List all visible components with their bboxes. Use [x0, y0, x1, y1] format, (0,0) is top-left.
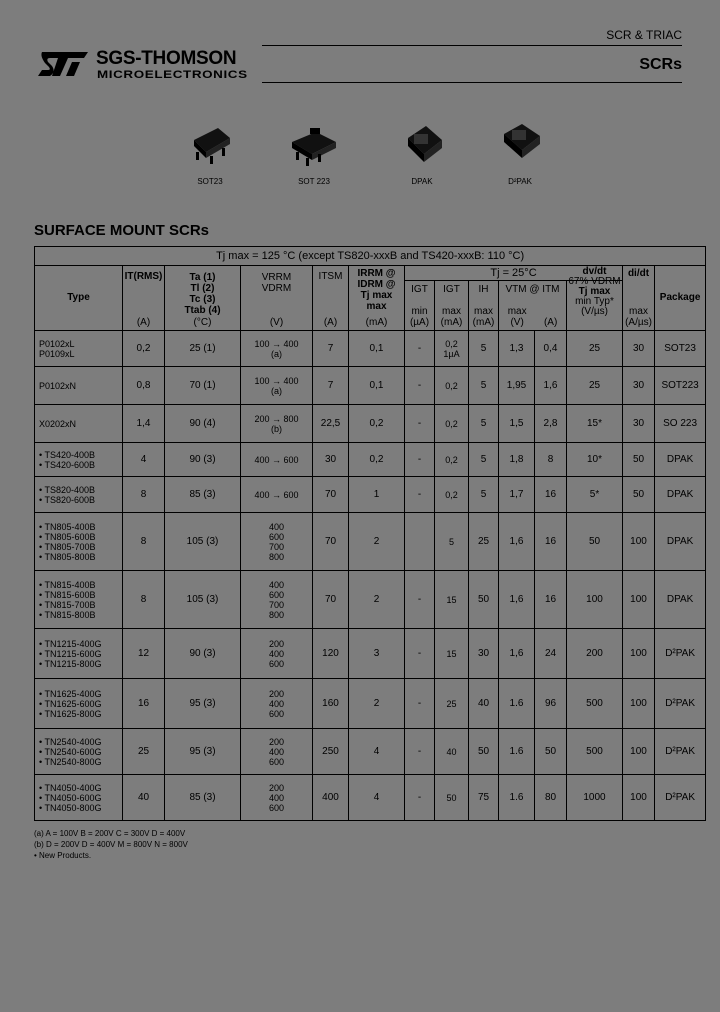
cell-dvdt: 10* [567, 443, 623, 477]
cell-pkg: SO 223 [655, 405, 706, 443]
cell-itsm: 160 [313, 679, 349, 729]
cell-itm: 8 [535, 443, 567, 477]
package-sot23 [160, 120, 260, 186]
sot23-package-icon [180, 120, 240, 170]
cell-itm: 16 [535, 571, 567, 629]
dpak-package-icon [392, 120, 452, 170]
cell-irrm: 1 [349, 477, 405, 513]
header-irrm: IRRM @ IDRM @ Tj max max (mA) [349, 266, 405, 331]
cell-itm: 16 [535, 513, 567, 571]
cell-igtmin: - [405, 775, 435, 821]
cell-type: P0102xL P0109xL [35, 331, 123, 367]
cell-temp: 90 (4) [165, 405, 241, 443]
cell-v: 200 400 600 [241, 775, 313, 821]
package-d2pak [470, 120, 570, 186]
cell-irrm: 0,1 [349, 367, 405, 405]
cell-didt: 100 [623, 729, 655, 775]
cell-itsm: 70 [313, 477, 349, 513]
cell-pkg: DPAK [655, 443, 706, 477]
package-label: DPAK [411, 177, 433, 186]
cell-vtm: 1,6 [499, 571, 535, 629]
footnotes [34, 828, 188, 861]
cell-itsm: 22,5 [313, 405, 349, 443]
cell-igtmin: - [405, 331, 435, 367]
cell-v: 200 400 600 [241, 629, 313, 679]
header-didt: di/dt max (A/µs) [623, 266, 655, 331]
cell-it: 4 [123, 443, 165, 477]
cell-itsm: 30 [313, 443, 349, 477]
header-ih: IH max (mA) [469, 281, 499, 331]
cell-didt: 100 [623, 513, 655, 571]
header-temp: Ta (1) Tl (2) Tc (3) Ttab (4) (°C) [165, 266, 241, 331]
cell-didt: 50 [623, 443, 655, 477]
cell-v: 400 600 700 800 [241, 571, 313, 629]
cell-it: 8 [123, 571, 165, 629]
cell-v: 200 → 800 (b) [241, 405, 313, 443]
cell-type: • TN1625-400G • TN1625-600G • TN1625-800G [35, 679, 123, 729]
cell-ih: 50 [469, 571, 499, 629]
cell-dvdt: 5* [567, 477, 623, 513]
cell-pkg: D²PAK [655, 729, 706, 775]
cell-vtm: 1,95 [499, 367, 535, 405]
header-igt-min: IGT min (µA) [405, 281, 435, 331]
cell-v: 200 400 600 [241, 729, 313, 775]
header-dvdt: dv/dt 67% VDRM Tj max min Typ* (V/µs) [567, 281, 623, 331]
cell-igtmin: - [405, 405, 435, 443]
sot223-package-icon [284, 120, 344, 170]
cell-it: 8 [123, 513, 165, 571]
cell-it: 25 [123, 729, 165, 775]
cell-ih: 75 [469, 775, 499, 821]
cell-temp: 90 (3) [165, 629, 241, 679]
cell-temp: 25 (1) [165, 331, 241, 367]
cell-igtmax: 0,2 [435, 367, 469, 405]
cell-v: 400 → 600 [241, 443, 313, 477]
cell-temp: 105 (3) [165, 513, 241, 571]
brand-subtitle: MICROELECTRONICS [97, 69, 248, 81]
table-row [35, 405, 706, 443]
table-title: SURFACE MOUNT SCRs [34, 222, 210, 239]
cell-ih: 25 [469, 513, 499, 571]
cell-didt: 100 [623, 775, 655, 821]
cell-itsm: 400 [313, 775, 349, 821]
cell-dvdt: 200 [567, 629, 623, 679]
cell-itm: 1,6 [535, 367, 567, 405]
cell-type: • TN1215-400G • TN1215-600G • TN1215-800G [35, 629, 123, 679]
cell-it: 12 [123, 629, 165, 679]
header-rule-top [262, 45, 682, 46]
table-body [35, 331, 706, 821]
brand-name: SGS-THOMSON [96, 48, 237, 69]
cell-it: 0,2 [123, 331, 165, 367]
cell-it: 1,4 [123, 405, 165, 443]
cell-vtm: 1,7 [499, 477, 535, 513]
cell-itm: 16 [535, 477, 567, 513]
cell-igtmin: - [405, 729, 435, 775]
cell-type: • TN815-400B • TN815-600B • TN815-700B • TN815-800B [35, 571, 123, 629]
cell-igtmax: 50 [435, 775, 469, 821]
cell-temp: 90 (3) [165, 443, 241, 477]
table-row [35, 367, 706, 405]
cell-ih: 5 [469, 405, 499, 443]
cell-irrm: 0,2 [349, 405, 405, 443]
cell-type: • TS420-400B • TS420-600B [35, 443, 123, 477]
header-it: IT(RMS) (A) [123, 266, 165, 331]
cell-temp: 85 (3) [165, 477, 241, 513]
package-label: SOT23 [197, 177, 223, 186]
cell-irrm: 4 [349, 729, 405, 775]
cell-itsm: 70 [313, 513, 349, 571]
table-row [35, 729, 706, 775]
cell-dvdt: 500 [567, 729, 623, 775]
cell-dvdt: 100 [567, 571, 623, 629]
cell-temp: 95 (3) [165, 679, 241, 729]
cell-itsm: 250 [313, 729, 349, 775]
cell-itm: 80 [535, 775, 567, 821]
cell-irrm: 0,2 [349, 443, 405, 477]
cell-pkg: D²PAK [655, 775, 706, 821]
cell-igtmax: 0,2 [435, 405, 469, 443]
st-logo-icon [38, 50, 90, 78]
cell-itsm: 7 [313, 367, 349, 405]
cell-igtmin: - [405, 571, 435, 629]
cell-type: X0202xN [35, 405, 123, 443]
cell-type: P0102xN [35, 367, 123, 405]
package-dpak [372, 120, 472, 186]
table-row [35, 513, 706, 571]
header-tj25: Tj = 25°C [405, 266, 623, 281]
cell-it: 40 [123, 775, 165, 821]
cell-irrm: 2 [349, 679, 405, 729]
cell-igtmax: 5 [435, 513, 469, 571]
cell-temp: 70 (1) [165, 367, 241, 405]
cell-igtmin: - [405, 679, 435, 729]
cell-dvdt: 15* [567, 405, 623, 443]
cell-v: 200 400 600 [241, 679, 313, 729]
table-row [35, 679, 706, 729]
footnote-a: (a) A = 100V B = 200V C = 300V D = 400V [34, 829, 186, 838]
cell-temp: 85 (3) [165, 775, 241, 821]
cell-v: 400 600 700 800 [241, 513, 313, 571]
cell-didt: 100 [623, 629, 655, 679]
cell-vtm: 1,8 [499, 443, 535, 477]
section-title: SCRs [639, 56, 682, 73]
cell-dvdt: 500 [567, 679, 623, 729]
cell-pkg: DPAK [655, 477, 706, 513]
header-package: Package [655, 266, 706, 331]
cell-v: 400 → 600 [241, 477, 313, 513]
cell-igtmax: 15 [435, 571, 469, 629]
cell-itsm: 120 [313, 629, 349, 679]
cell-dvdt: 50 [567, 513, 623, 571]
cell-pkg: D²PAK [655, 629, 706, 679]
header-itsm: ITSM (A) [313, 266, 349, 331]
header-vtm: VTM @ ITM max (V) (A) [499, 281, 567, 331]
cell-type: • TS820-400B • TS820-600B [35, 477, 123, 513]
cell-v: 100 → 400 (a) [241, 331, 313, 367]
cell-it: 16 [123, 679, 165, 729]
cell-vtm: 1.6 [499, 729, 535, 775]
cell-itsm: 70 [313, 571, 349, 629]
cell-igtmin: - [405, 443, 435, 477]
cell-didt: 100 [623, 679, 655, 729]
cell-ih: 5 [469, 367, 499, 405]
cell-igtmax: 25 [435, 679, 469, 729]
footnote-new: • New Products. [34, 851, 92, 860]
header-type: Type [35, 266, 123, 331]
package-label: SOT 223 [298, 177, 330, 186]
cell-didt: 50 [623, 477, 655, 513]
cell-pkg: DPAK [655, 571, 706, 629]
cell-igtmin [405, 513, 435, 571]
d2pak-package-icon [490, 120, 550, 170]
cell-itm: 24 [535, 629, 567, 679]
cell-irrm: 2 [349, 571, 405, 629]
cell-itm: 2,8 [535, 405, 567, 443]
tj-note: Tj max = 125 °C (except TS820-xxxB and TS420-xxxB: 110 °C) [35, 247, 706, 266]
cell-vtm: 1,5 [499, 405, 535, 443]
cell-v: 100 → 400 (a) [241, 367, 313, 405]
cell-dvdt: 25 [567, 331, 623, 367]
table-row [35, 443, 706, 477]
cell-vtm: 1,6 [499, 513, 535, 571]
cell-irrm: 3 [349, 629, 405, 679]
header-igt-max: IGT max (mA) [435, 281, 469, 331]
cell-vtm: 1.6 [499, 775, 535, 821]
cell-type: • TN4050-400G • TN4050-600G • TN4050-800G [35, 775, 123, 821]
cell-ih: 40 [469, 679, 499, 729]
cell-igtmax: 0,2 [435, 477, 469, 513]
category-label: SCR & TRIAC [606, 28, 682, 42]
package-sot223 [264, 120, 364, 186]
cell-igtmax: 15 [435, 629, 469, 679]
header-rule-bottom [262, 82, 682, 83]
cell-temp: 95 (3) [165, 729, 241, 775]
cell-didt: 100 [623, 571, 655, 629]
tj-note-row [35, 247, 706, 266]
table-row [35, 477, 706, 513]
cell-irrm: 2 [349, 513, 405, 571]
cell-igtmin: - [405, 629, 435, 679]
cell-igtmin: - [405, 477, 435, 513]
cell-irrm: 4 [349, 775, 405, 821]
cell-it: 8 [123, 477, 165, 513]
cell-pkg: DPAK [655, 513, 706, 571]
cell-itm: 96 [535, 679, 567, 729]
cell-pkg: D²PAK [655, 679, 706, 729]
cell-ih: 30 [469, 629, 499, 679]
cell-pkg: SOT23 [655, 331, 706, 367]
cell-igtmax: 40 [435, 729, 469, 775]
package-label: D²PAK [508, 177, 532, 186]
footnote-b: (b) D = 200V D = 400V M = 800V N = 800V [34, 840, 188, 849]
table-row [35, 775, 706, 821]
table-row [35, 331, 706, 367]
cell-igtmin: - [405, 367, 435, 405]
cell-dvdt: 1000 [567, 775, 623, 821]
cell-ih: 5 [469, 443, 499, 477]
cell-didt: 30 [623, 405, 655, 443]
cell-dvdt: 25 [567, 367, 623, 405]
cell-ih: 5 [469, 331, 499, 367]
cell-vtm: 1.6 [499, 679, 535, 729]
cell-itm: 50 [535, 729, 567, 775]
scr-table [34, 246, 706, 821]
cell-ih: 5 [469, 477, 499, 513]
cell-temp: 105 (3) [165, 571, 241, 629]
cell-pkg: SOT223 [655, 367, 706, 405]
cell-igtmax: 0,2 1µA [435, 331, 469, 367]
cell-igtmax: 0,2 [435, 443, 469, 477]
table-row [35, 629, 706, 679]
cell-type: • TN805-400B • TN805-600B • TN805-700B • TN805-800B [35, 513, 123, 571]
cell-didt: 30 [623, 331, 655, 367]
cell-ih: 50 [469, 729, 499, 775]
cell-vtm: 1,3 [499, 331, 535, 367]
cell-itm: 0,4 [535, 331, 567, 367]
header-vrrm: VRRM VDRM (V) [241, 266, 313, 331]
cell-itsm: 7 [313, 331, 349, 367]
cell-vtm: 1,6 [499, 629, 535, 679]
cell-didt: 30 [623, 367, 655, 405]
cell-irrm: 0,1 [349, 331, 405, 367]
cell-type: • TN2540-400G • TN2540-600G • TN2540-800G [35, 729, 123, 775]
cell-it: 0,8 [123, 367, 165, 405]
table-row [35, 571, 706, 629]
